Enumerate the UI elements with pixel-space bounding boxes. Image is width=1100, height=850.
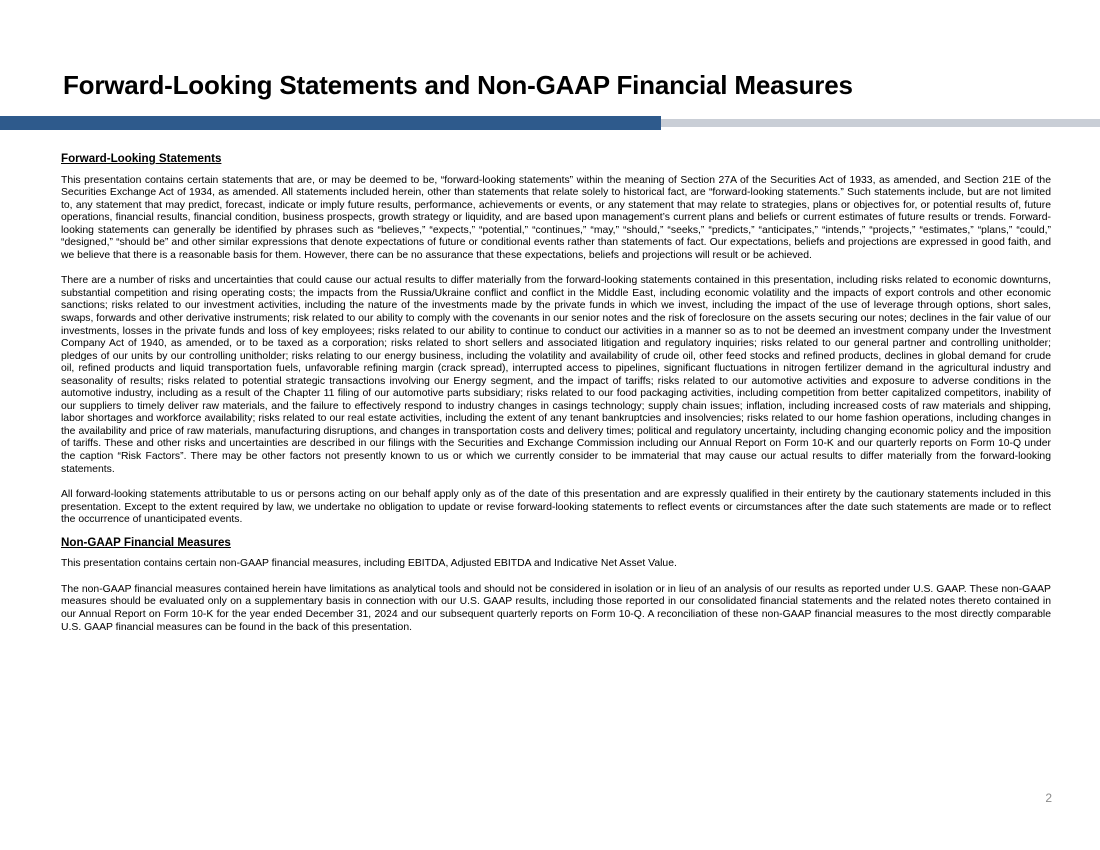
- document-body: [61, 153, 1051, 634]
- ngaap-paragraph-1: This presentation contains certain non-GAAP financial measures, including EBITDA, Adjusted EBITDA and Indicative Net Asset Value.: [61, 558, 677, 570]
- fls-paragraph-2: There are a number of risks and uncertainties that could cause our actual results to differ materially from the forward-looking statements contained in this presentation, including risks related to economic downturns, substantial competition and rising operating costs; the impacts from the Russia/Ukraine conflict and conflict in the Middle East, including economic volatility and the impacts of export controls and other economic sanctions; risks related to our investment activities, including the nature of the investments made by the private funds in which we invest, including the impact of the use of leverage through options, short sales, swaps, forwards and other derivative instruments; risk related to our ability to comply with the covenants in our senior notes and the risk of foreclosure on the assets securing our notes; declines in the fair value of our investments, losses in the private funds and loss of key employees; risks related to our ability to continue to conduct our activities in a manner so as to not be deemed an investment company under the Investment Company Act of 1940, as amended, or to be taxed as a corporation; risks related to short sellers and associated litigation and regulatory inquiries; risks related to our general partner and controlling unitholder; pledges of our units by our controlling unitholder; risks relating to our energy business, including the volatility and availability of crude oil, other feed stocks and refined products, declines in global demand for crude oil, refined products and liquid transportation fuels, unfavorable refining margin (crack spread), interrupted access to pipelines, significant fluctuations in nitrogen fertilizer demand in the agricultural industry and seasonality of results; risks related to potential strategic transactions involving our Energy segment, and the impact of tariffs; risks related to our automotive activities and exposure to adverse conditions in the automotive industry, including as a result of the Chapter 11 filing of our automotive parts subsidiary; risks related to our food packaging activities, including competition from better capitalized competitors, inability of our suppliers to timely deliver raw materials, and the failure to effectively respond to industry changes in casings technology; supply chain issues; inflation, including increased costs of raw materials and shipping, labor shortages and workforce availability; risks related to our real estate activities, including the extent of any tenant bankruptcies and insolvencies; risks related to our home fashion operations, including changes in the availability and price of raw materials, manufacturing disruptions, and changes in transportation costs and delivery times; political and regulatory uncertainty, including changing economic policy and the imposition of tariffs. These and other risks and uncertainties are described in our filings with the Securities and Exchange Commission including our Annual Report on Form 10-K and our quarterly reports on Form 10-Q under the caption “Risk Factors”. There may be other factors not presently known to us or which we currently consider to be immaterial that may cause our actual results to differ materially from the forward-looking statements.: [61, 275, 1051, 475]
- page-title: Forward-Looking Statements and Non-GAAP Financial Measures: [63, 70, 853, 100]
- ngaap-paragraph-2: The non-GAAP financial measures contained herein have limitations as analytical tools and should not be considered in isolation or in lieu of an analysis of our results as reported under U.S. GAAP. These non-GAAP measures should be evaluated only on a supplementary basis in connection with our U.S. GAAP results, including those reported in our consolidated financial statements and the related notes thereto contained in our Annual Report on Form 10-K for the year ended December 31, 2024 and our subsequent quarterly reports on Form 10-Q. A reconciliation of these non-GAAP financial measures to the most directly comparable U.S. GAAP financial measures can be found in the back of this presentation.: [61, 583, 1051, 633]
- header-rule: [0, 116, 1100, 130]
- header-rule-blue: [0, 116, 661, 130]
- section-heading-non-gaap: Non-GAAP Financial Measures: [61, 535, 231, 549]
- page-number: 2: [1045, 791, 1052, 805]
- header-rule-gray: [661, 119, 1100, 127]
- section-heading-forward-looking: Forward-Looking Statements: [61, 152, 222, 165]
- fls-paragraph-3: All forward-looking statements attributable to us or persons acting on our behalf apply only as of the date of this presentation and are expressly qualified in their entirety by the cautionary statements included in this presentation. Except to the extent required by law, we undertake no obligation to update or revise forward-looking statements to reflect events or circumstances after the date such statements are made or to reflect the occurrence of unanticipated events.: [61, 489, 1051, 526]
- fls-paragraph-1: This presentation contains certain statements that are, or may be deemed to be, “forward-looking statements” within the meaning of Section 27A of the Securities Act of 1933, as amended, and Section 21E of the Securities Exchange Act of 1934, as amended. All statements included herein, other than statements that relate solely to historical fact, are “forward-looking statements.” Such statements include, but are not limited to, any statement that may predict, forecast, indicate or imply future results, performance, achievements or events, or any statement that may relate to strategies, plans or objectives for, or potential results of, future operations, financial results, financial condition, business prospects, growth strategy or liquidity, and are based upon management’s current plans and beliefs or current estimates of future results or trends. Forward-looking statements can generally be identified by phrases such as “believes,” “expects,” “potential,” “continues,” “may,” “should,” “seeks,” “predicts,” “anticipates,” “intends,” “projects,” “estimates,” “plans,” “could,” “designed,” “should be” and other similar expressions that denote expectations of future or conditional events rather than statements of fact. Our expectations, beliefs and projections are expressed in good faith, and we believe that there is a reasonable basis for them. However, there can be no assurance that these expectations, beliefs and projections will result or be achieved.: [61, 174, 1051, 261]
